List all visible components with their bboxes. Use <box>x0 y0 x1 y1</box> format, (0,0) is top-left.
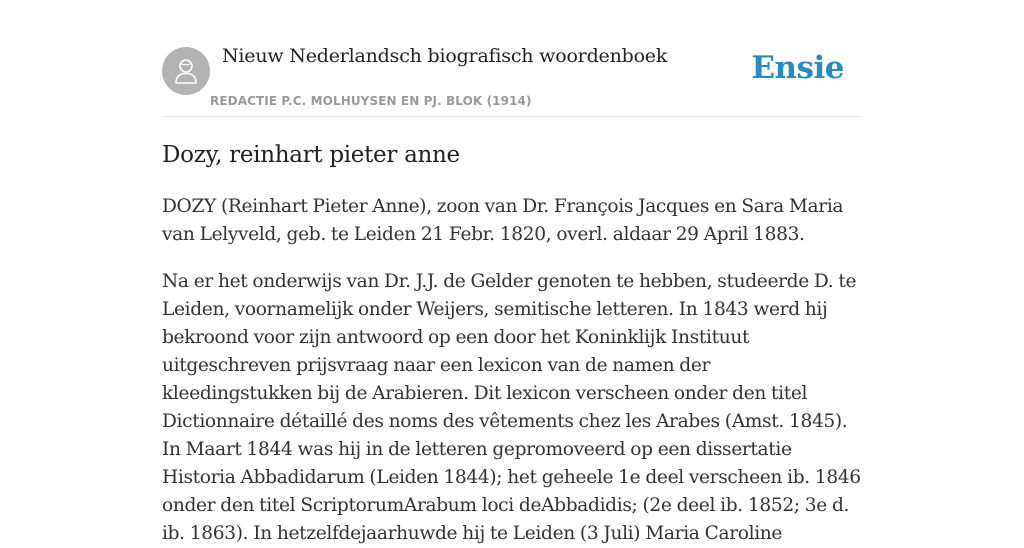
article-paragraph: DOZY (Reinhart Pieter Anne), zoon van Dr. François Jacques en Sara Maria van Lelyveld, geb. te Leiden 21 Febr. 1820, overl. aldaar 29 April 1883. <box>162 196 844 245</box>
source-editor: REDACTIE P.C. MOLHUYSEN EN PJ. BLOK (1914) <box>210 94 532 108</box>
source-title[interactable]: Nieuw Nederlandsch biografisch woordenboek <box>222 45 668 67</box>
source-avatar[interactable] <box>162 47 210 95</box>
entry-title: Dozy, reinhart pieter anne <box>162 142 460 168</box>
user-icon <box>173 57 199 85</box>
page <box>162 0 862 548</box>
source-header <box>162 0 862 117</box>
article-body <box>162 193 862 548</box>
article-paragraph: Na er het onderwijs van Dr. J.J. de Gelder genoten te hebben, studeerde D. te Leiden, voornamelijk onder Weijers, semitische letteren. In 1843 werd hij bekroond voor zijn antwoord op een door het Koninklijk Instituut uitgeschreven prijsvraag naar een lexicon van de namen der kleedingstukken bij de Arabieren. Dit lexicon verscheen onder den titel Dictionnaire détaillé des noms des vêtements chez les Arabes (Amst. 1845). In Maart 1844 was hij in de letteren gepromoveerd op een dissertatie Historia Abbadidarum (Leiden 1844); het geheele 1e deel verscheen ib. 1846 onder den titel ScriptorumArabum loci deAbbadidis; (2e deel ib. 1852; 3e d. ib. 1863). In hetzelfdejaarhuwde hij te Leiden (3 Juli) Maria Caroline <box>162 271 861 544</box>
ensie-logo[interactable]: Ensie <box>751 50 844 86</box>
